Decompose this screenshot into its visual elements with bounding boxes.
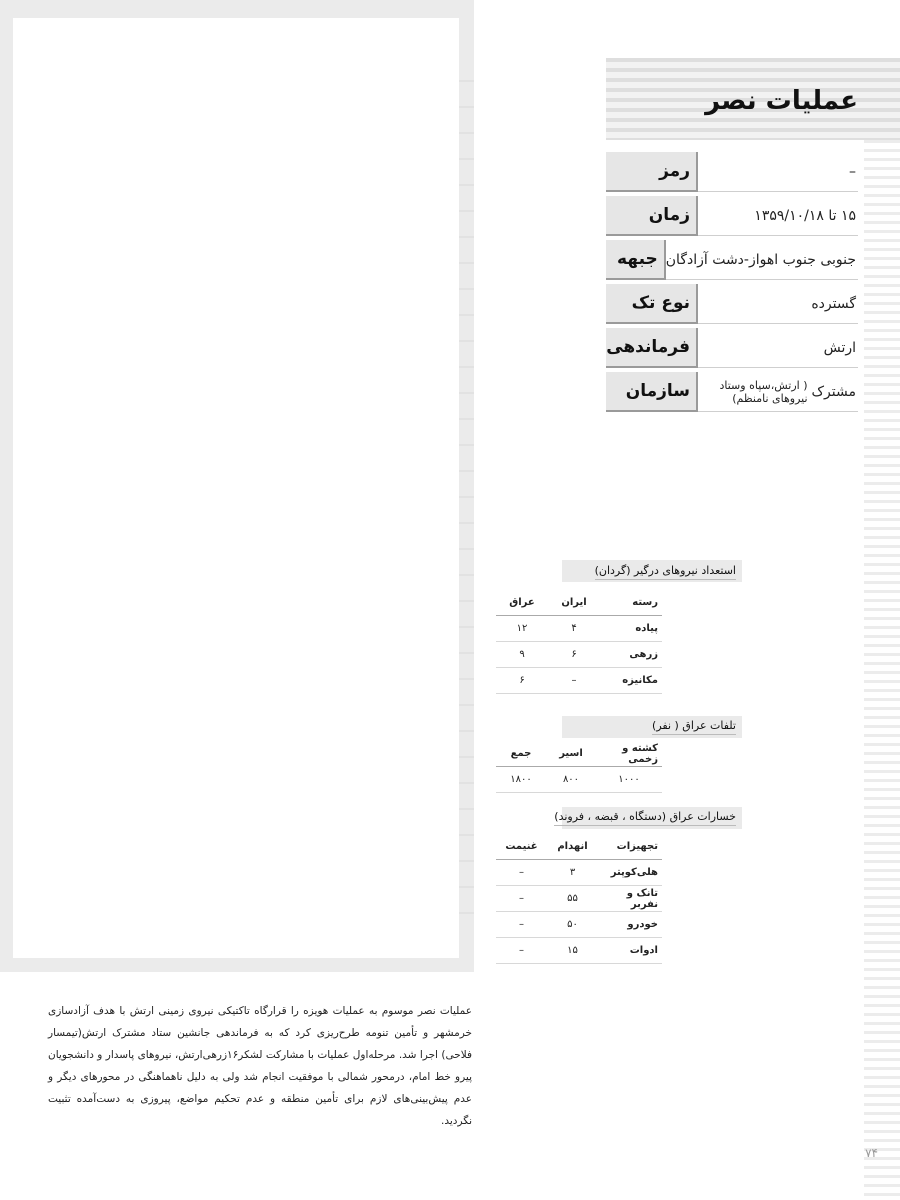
table-cell: –	[519, 867, 524, 878]
table-cell: ۱۰۰۰	[618, 774, 640, 785]
info-row-command	[606, 328, 858, 368]
table-cell: ادوات	[629, 945, 658, 956]
table-header-cell: ایران	[561, 597, 587, 608]
forces-table	[496, 590, 662, 694]
table-row	[496, 642, 662, 668]
table-cell: ۸۰۰	[562, 774, 580, 785]
table-header-cell: کشته و زخمی	[622, 742, 658, 765]
table-cell: پیاده	[635, 623, 658, 634]
table-header-row	[496, 741, 662, 767]
table-cell: ۴	[571, 623, 577, 634]
panel-edge-lines	[459, 80, 474, 920]
table-cell: ۹	[519, 649, 525, 660]
info-value: –	[698, 152, 858, 192]
info-row-time	[606, 196, 858, 236]
org-detail-line: نیروهای نامنظم)	[732, 391, 808, 405]
info-label: رمز	[606, 152, 698, 192]
body-paragraph: عملیات نصر موسوم به عملیات هویزه را قرارگاه تاکتیکی نیروی زمینی ارتش با هدف آزادسازی خرمشهر و تأمین تنومه طرح‌ریزی کرد که به فرماندهی جانشین ستاد مشترک ارتش(تیمسار فلاحی) اجرا شد. مرحله‌اول عملیات با مشارکت لشکر۱۶زرهی‌ارتش، نیروهای پاسدار و دانشجویان پیرو خط امام، درمحور شمالی با موفقیت انجام شد ولی به دلیل ناهماهنگی در محورهای دیگر و عدم پیش‌بینی‌های لازم برای تأمین منطقه و عدم تحکیم مواضع، پیروزی به دست‌آمده تثبیت نگردید.	[48, 1005, 472, 1127]
info-label: جبهه	[606, 240, 666, 280]
info-label: زمان	[606, 196, 698, 236]
table-cell: –	[571, 675, 577, 686]
page-number: ۷۴	[865, 1146, 878, 1160]
info-row-attack-type	[606, 284, 858, 324]
info-value: گسترده	[698, 284, 858, 324]
table-cell: تانک و نفربر	[626, 887, 658, 910]
table-cell: ۶	[571, 649, 577, 660]
table-header-row	[496, 590, 662, 616]
table-cell: هلی‌کوپتر	[610, 867, 658, 878]
casualties-table-caption: تلفات عراق ( نفر)	[652, 719, 736, 735]
losses-table-caption: خسارات عراق (دستگاه ، قبضه ، فروند)	[554, 810, 736, 826]
info-label: سازمان	[606, 372, 698, 412]
org-detail	[719, 379, 807, 405]
page-title: عملیات نصر	[705, 86, 858, 116]
table-header-cell: جمع	[510, 748, 532, 759]
table-row	[496, 938, 662, 964]
info-label: فرماندهی	[606, 328, 698, 368]
table-cell: –	[519, 893, 524, 904]
table-row	[496, 616, 662, 642]
operation-info-table	[606, 152, 858, 416]
table-cell: –	[519, 945, 524, 956]
table-cell: ۵۰	[567, 919, 578, 930]
table-header-cell: عراق	[509, 597, 535, 608]
table-cell: ۶	[519, 675, 525, 686]
info-value: ۱۵ تا ۱۳۵۹/۱۰/۱۸	[698, 196, 858, 236]
org-main: مشترک	[811, 383, 856, 400]
table-header-cell: غنیمت	[505, 841, 538, 852]
table-cell: ۱۸۰۰	[510, 774, 532, 785]
table-row	[496, 767, 662, 793]
table-row	[496, 668, 662, 694]
info-row-front	[606, 240, 858, 280]
org-detail-line: ( ارتش،سپاه وستاد	[719, 378, 808, 392]
losses-table	[496, 834, 662, 964]
table-cell: ۳	[569, 867, 576, 878]
table-header-cell: رسته	[632, 597, 658, 608]
table-cell: ۵۵	[567, 893, 578, 904]
info-row-organization	[606, 372, 858, 412]
info-value: جنوبی جنوب اهواز-دشت آزادگان	[666, 240, 858, 280]
casualties-table	[496, 741, 662, 793]
table-header-cell: اسیر	[559, 748, 583, 759]
table-header-row	[496, 834, 662, 860]
table-header-cell: تجهیزات	[616, 841, 658, 852]
table-header-cell: انهدام	[557, 841, 588, 852]
table-cell: زرهی	[629, 649, 658, 660]
image-area	[13, 18, 459, 958]
info-value: ارتش	[698, 328, 858, 368]
info-row-code	[606, 152, 858, 192]
table-cell: ۱۵	[567, 945, 578, 956]
table-row	[496, 912, 662, 938]
decorative-stripes	[864, 140, 900, 1200]
info-label: نوع تک	[606, 284, 698, 324]
forces-table-caption: استعداد نیروهای درگیر (گردان)	[595, 564, 736, 580]
table-row	[496, 886, 662, 912]
table-row	[496, 860, 662, 886]
table-cell: ۱۲	[516, 623, 528, 634]
table-cell: خودرو	[627, 919, 658, 930]
table-cell: –	[519, 919, 524, 930]
info-value	[698, 372, 858, 412]
table-cell: مکانیزه	[622, 675, 658, 686]
